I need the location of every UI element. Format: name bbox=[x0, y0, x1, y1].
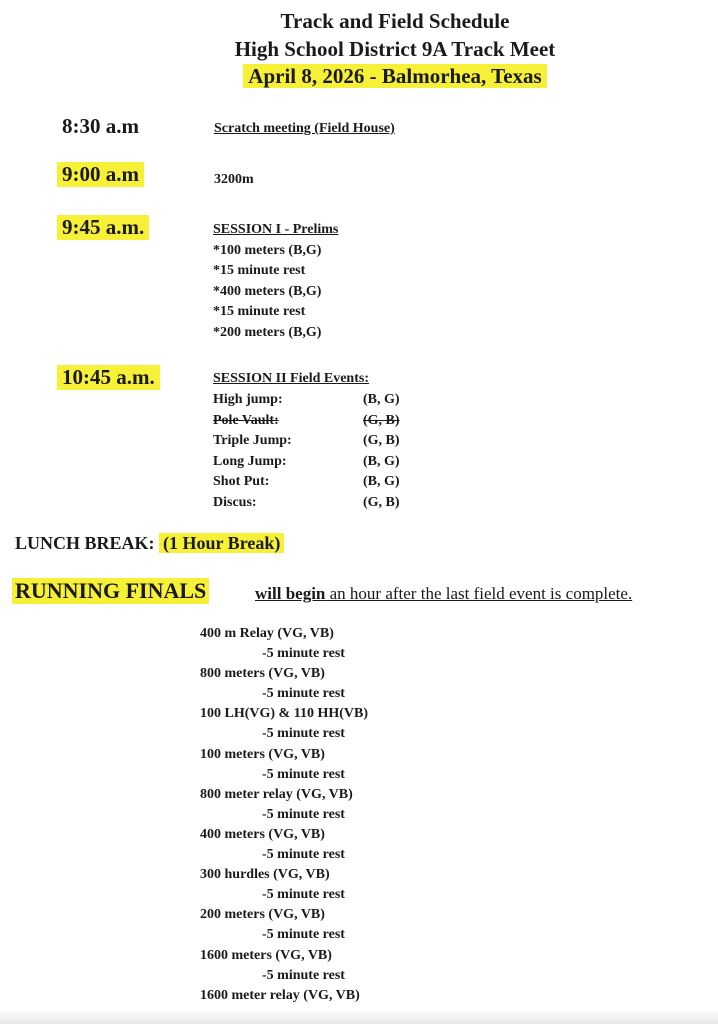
session-1-item: *15 minute rest bbox=[213, 304, 306, 319]
field-event-name: Discus: bbox=[213, 494, 257, 510]
rest-interval: -5 minute rest bbox=[262, 927, 345, 943]
field-event-name: Pole Vault: bbox=[213, 412, 279, 428]
field-event-groups: (B, G) bbox=[363, 474, 400, 489]
rest-interval: -5 minute rest bbox=[262, 646, 345, 662]
session-1-item: *100 meters (B,G) bbox=[213, 242, 322, 258]
field-event-row bbox=[213, 390, 423, 411]
event-3200m: 3200m bbox=[214, 172, 254, 187]
final-event: 300 hurdles (VG, VB) bbox=[200, 867, 330, 883]
time-830: 8:30 a.m bbox=[62, 114, 139, 138]
field-event-groups: (B, G) bbox=[363, 392, 400, 407]
rest-interval: -5 minute rest bbox=[262, 686, 345, 702]
finals-note-lead: will begin bbox=[255, 584, 326, 603]
session-1-item: *15 minute rest bbox=[213, 263, 306, 278]
time-1045: 10:45 a.m. bbox=[57, 365, 160, 390]
session-1-block bbox=[213, 220, 338, 343]
session-1-item: *400 meters (B,G) bbox=[213, 283, 322, 299]
date-location-text: April 8, 2026 - Balmorhea, Texas bbox=[243, 64, 546, 88]
rest-interval: -5 minute rest bbox=[262, 887, 345, 903]
document-title: Track and Field Schedule bbox=[280, 9, 510, 33]
final-event: 1600 meter relay (VG, VB) bbox=[200, 987, 360, 1003]
finals-note-rest: an hour after the last field event is complete. bbox=[325, 584, 633, 603]
lunch-break bbox=[15, 533, 284, 554]
running-finals-note bbox=[255, 584, 632, 604]
finals-list bbox=[200, 624, 368, 1006]
field-event-groups: (G, B) bbox=[363, 494, 400, 510]
final-event: 1600 meters (VG, VB) bbox=[200, 947, 332, 963]
field-events-table bbox=[213, 390, 423, 513]
session-1-title: SESSION I - Prelims bbox=[213, 222, 339, 237]
final-event: 400 meters (VG, VB) bbox=[200, 826, 325, 842]
field-event-groups: (G, B) bbox=[363, 412, 400, 428]
date-location bbox=[0, 64, 718, 89]
field-event-name: High jump: bbox=[213, 392, 283, 407]
page-edge-shadow bbox=[0, 1010, 718, 1024]
field-event-row bbox=[213, 431, 423, 452]
final-event: 200 meters (VG, VB) bbox=[200, 907, 325, 923]
field-event-groups: (G, B) bbox=[363, 433, 400, 448]
field-event-row bbox=[213, 452, 423, 473]
document-subtitle: High School District 9A Track Meet bbox=[234, 37, 556, 61]
field-event-groups: (B, G) bbox=[363, 453, 400, 469]
session-2-title: SESSION II Field Events: bbox=[213, 371, 369, 386]
lunch-duration: (1 Hour Break) bbox=[159, 533, 284, 553]
final-event: 100 meters (VG, VB) bbox=[200, 746, 325, 762]
field-event-row bbox=[213, 493, 423, 514]
rest-interval: -5 minute rest bbox=[262, 806, 345, 822]
lunch-label: LUNCH BREAK: bbox=[15, 533, 155, 553]
session-1-item: *200 meters (B,G) bbox=[213, 324, 322, 340]
time-945: 9:45 a.m. bbox=[57, 215, 149, 240]
rest-interval: -5 minute rest bbox=[262, 766, 345, 782]
final-event: 400 m Relay (VG, VB) bbox=[200, 626, 334, 641]
rest-interval: -5 minute rest bbox=[262, 967, 345, 983]
running-finals-heading: RUNNING FINALS bbox=[12, 578, 209, 604]
rest-interval: -5 minute rest bbox=[262, 726, 345, 742]
event-scratch-meeting: Scratch meeting (Field House) bbox=[214, 121, 395, 136]
final-event: 800 meters (VG, VB) bbox=[200, 666, 325, 682]
field-event-name: Long Jump: bbox=[213, 453, 287, 469]
rest-interval: -5 minute rest bbox=[262, 847, 345, 863]
field-event-name: Shot Put: bbox=[213, 474, 270, 489]
time-900: 9:00 a.m bbox=[57, 162, 144, 187]
final-event: 100 LH(VG) & 110 HH(VB) bbox=[200, 706, 368, 722]
field-event-row-cancelled bbox=[213, 411, 423, 432]
field-event-row bbox=[213, 472, 423, 493]
field-event-name: Triple Jump: bbox=[213, 433, 292, 448]
final-event: 800 meter relay (VG, VB) bbox=[200, 786, 353, 802]
